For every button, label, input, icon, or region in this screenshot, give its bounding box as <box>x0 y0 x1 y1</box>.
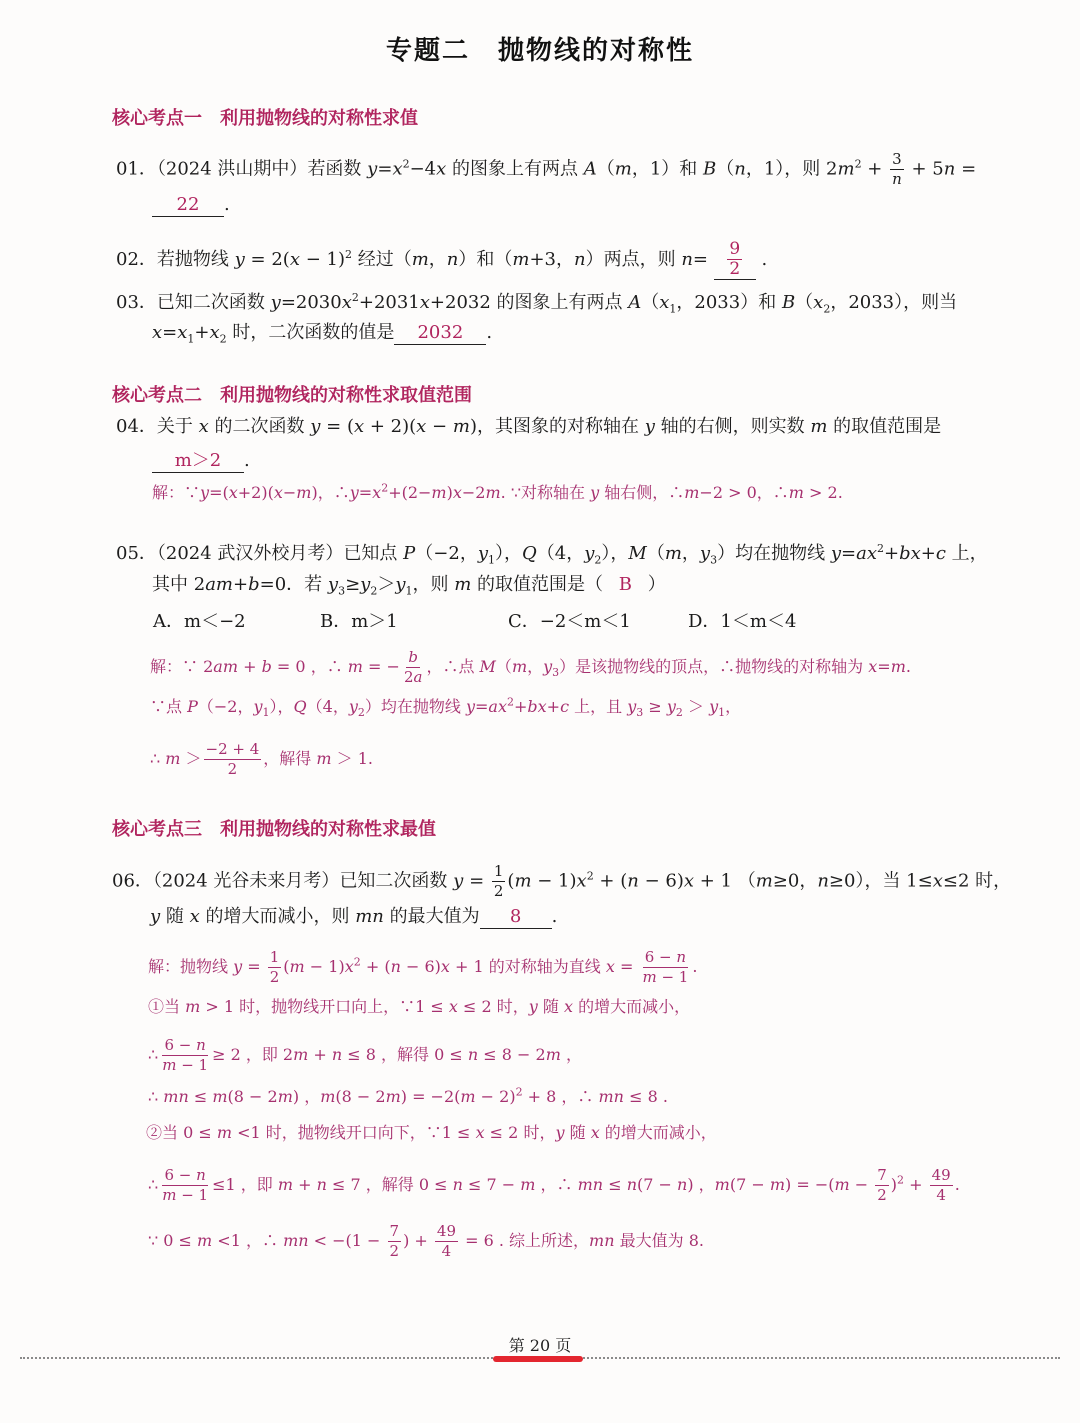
section-heading-3: 核心考点三 利用抛物线的对称性求最值 <box>112 819 436 840</box>
footer-accent-bar <box>493 1356 583 1362</box>
solution-06-line2: ①当 m > 1 时，抛物线开口向上，∵1 ≤ x ≤ 2 时，y 随 x 的增大而减小， <box>148 997 691 1016</box>
answer-numerator: 9 <box>729 239 741 259</box>
solution-04: 解：∵y=(x+2)(x−m)，$\therefore y=x^2+(2-m)x-2m$. ∵对称轴在 y 轴右侧，∴m−2 > 0，∴m > 2. <box>152 481 843 502</box>
question-05: 05．（2024 武汉外校月考）已知点 P（−2，$y_1$），Q（4，$y_2$），M（m，$y_3$）均在抛物线 $y=ax^2+bx+c$ 上， <box>116 542 988 567</box>
question-06: 06．（2024 光谷未来月考）已知二次函数 y = $\frac{1}{2}$ $(m - 1)x^2 + (n - 6)x + 1$ （m≥0，n≥0），当 1≤x≤2 时， <box>112 862 1012 900</box>
answer-blank: 22 <box>152 194 224 217</box>
question-01: 01．（2024 洪山期中）若函数 $y=x^2-4x$ 的图象上有两点 A（m，1）和 B（n，1），则 $2m^2$ + $\frac{3}{n}$ + 5n = <box>116 150 977 188</box>
solution-06-line4: ∴ mn ≤ m(8 − 2m) ，$m(8 - 2m) = -2(m - 2)^2 + 8$ ，∴ mn ≤ 8 . <box>148 1085 668 1106</box>
solution-06-line3: ∴ $\frac{6 - n}{m - 1}$ ≥ 2 ，即 2m + n ≤ 8 ，解得 0 ≤ n ≤ 8 − 2m ， <box>148 1036 582 1074</box>
question-05-cont: 其中 2am+b=0．若 $y_3\ge y_2>y_1$，则 m 的取值范围是（ B ） <box>152 574 666 598</box>
answer-blank <box>714 240 756 280</box>
choice-d: D．1＜m＜4 <box>688 611 797 632</box>
answer-04: m＞2 . <box>152 450 250 473</box>
question-source: （2024 光谷未来月考） <box>152 870 340 892</box>
solution-06-line5: ②当 0 ≤ m <1 时，抛物线开口向下，∵1 ≤ x ≤ 2 时，y 随 x 的增大而减小， <box>146 1123 717 1142</box>
question-source: （2024 洪山期中） <box>156 158 308 180</box>
question-source: （2024 武汉外校月考） <box>156 543 344 564</box>
question-04: 04．关于 x 的二次函数 y = (x + 2)(x − m)，其图象的对称轴在 y 轴的右侧，则实数 m 的取值范围是 <box>116 416 942 437</box>
question-number: 05． <box>116 543 157 564</box>
page-title: 专题二 抛物线的对称性 <box>385 36 694 66</box>
answer-choice: B <box>618 574 632 595</box>
question-number: 03． <box>116 292 157 313</box>
choice-b: B．m＞1 <box>320 611 398 632</box>
question-number: 04． <box>116 416 157 437</box>
answer-01: 22 . <box>152 194 230 217</box>
fraction: $\frac{3}{n}$ <box>892 150 902 188</box>
solution-prefix: 解： <box>148 957 181 976</box>
question-number: 01． <box>116 158 157 180</box>
question-06-cont: y 随 x 的增大而减小，则 mn 的最大值为 8 . <box>150 906 558 927</box>
question-number: 02． <box>116 249 157 270</box>
question-number: 06． <box>112 870 153 892</box>
choice-c: C．−2＜m＜1 <box>508 611 631 632</box>
answer-blank: 8 <box>480 906 552 929</box>
answer-blank: m＞2 <box>152 450 244 473</box>
solution-05-line2: ∵点 P（−2，$y_1$），Q（4，$y_2$）均在抛物线 $y=ax^2+bx+c$ 上，且 $y_3 \ge y_2 > y_1$， <box>150 695 742 720</box>
solution-prefix: 解： <box>150 657 183 676</box>
solution-05-line3: ∴ m ＞ $\frac{-2 + 4}{2}$ ，解得 m ＞ 1. <box>150 740 374 778</box>
question-02: 02．若抛物线 $y = 2(x - 1)^2$ 经过（m，n）和（m+3，n）两点，则 n= $\frac{9}{2}$ . <box>116 239 768 279</box>
answer-denominator: 2 <box>729 259 741 279</box>
answer-blank: 2032 <box>394 322 486 345</box>
solution-05-line1: 解：∵ 2am + b = 0 ，∴ m = − $\frac{b}{2a}$ ，∴点 M（m，$y_3$）是该抛物线的顶点，∴抛物线的对称轴为 x=m. <box>150 648 911 686</box>
page-number: 第 20 页 <box>508 1336 572 1355</box>
solution-06-line1: 解：抛物线 y = $\frac{1}{2}$ $(m - 1)x^2 + (n - 6)x + 1$ 的对称轴为直线 x = $\frac{6 - n}{m - 1}$ . <box>148 948 698 986</box>
solution-06-line6: ∴ $\frac{6 - n}{m - 1}$ ≤1 ，即 m + n ≤ 7 ，解得 0 ≤ n ≤ 7 − m ，∴ mn ≤ n(7 − n) ，m(7 − m) = −(m − $\frac{7}{2}$ )$^2$ + $\frac{49}{4}$ . <box>148 1166 960 1204</box>
choice-a: A．m＜−2 <box>153 611 246 632</box>
question-03: 03．已知二次函数 $y=2030x^2+2031x+2032$ 的图象上有两点 $A(x_1$，2033）和 $B(x_2$，2033），则当 <box>116 291 958 316</box>
solution-06-line7: ∵ 0 ≤ m <1 ，∴ mn < −(1 − $\frac{7}{2}$ ) + $\frac{49}{4}$ = 6 . 综上所述，mn 最大值为 8. <box>148 1222 704 1260</box>
solution-prefix: 解： <box>152 483 185 502</box>
section-heading-1: 核心考点一 利用抛物线的对称性求值 <box>112 108 418 129</box>
question-03-cont: $x=x_1+x_2$ 时，二次函数的值是 2032 . <box>152 322 493 346</box>
section-heading-2: 核心考点二 利用抛物线的对称性求取值范围 <box>112 385 472 406</box>
